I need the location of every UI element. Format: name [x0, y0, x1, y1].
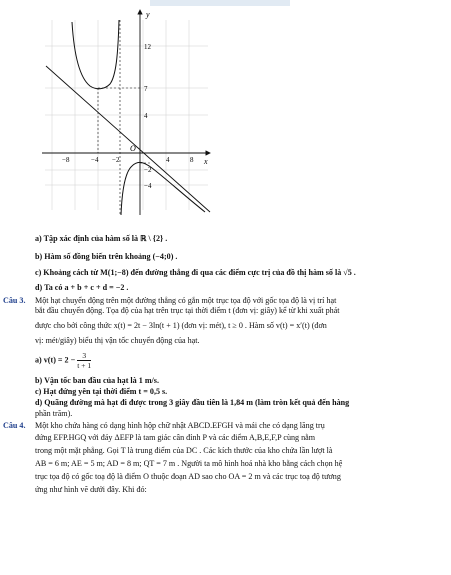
cau3-statement-d-2: phần trăm). [35, 409, 73, 418]
cau4-line-1: Một kho chứa hàng có dạng hình hộp chữ nhật ABCD.EFGH và mái che có dạng lăng trụ [35, 421, 325, 430]
fraction-denominator: t + 1 [77, 361, 92, 370]
fraction [77, 351, 91, 370]
cau4-line-5: trục tọa độ có gốc toạ độ là điểm O thuộc đoạn AD sao cho OA = 2 m và các trục toạ độ tương [35, 472, 341, 481]
origin-label: O [130, 144, 136, 153]
cau3-line-3: được cho bởi công thức x(t) = 2t − 3ln(t + 1) (đơn vị: mét), t ≥ 0 . Hàm số v(t) = x′(t) (đơn [35, 321, 327, 330]
x-tick-8: 8 [190, 156, 194, 164]
x-tick-minus2: −2 [112, 156, 120, 164]
cau3-line-1: Một hạt chuyển động trên một đường thẳng có gắn một trục tọa độ với gốc tọa độ là vị trí hạt [35, 296, 337, 305]
y-axis-label: y [146, 10, 150, 19]
cau4-line-6: ứng như hình vẽ dưới đây. Khi đó: [35, 485, 147, 494]
statement-a-prev: a) Tập xác định của hàm số là ℝ \ {2} . [35, 234, 168, 243]
x-tick-4: 4 [166, 156, 170, 164]
x-axis-label: x [204, 157, 208, 166]
y-tick-minus2: −2 [144, 166, 152, 174]
fraction-numerator: 3 [77, 351, 91, 361]
cau3-statement-c: c) Hạt đứng yên tại thời điểm t = 0,5 s. [35, 387, 168, 396]
cau3-statement-b: b) Vận tốc ban đầu của hạt là 1 m/s. [35, 376, 159, 385]
cau3-line-4: vị: mét/giây) biểu thị vận tốc chuyển động của hạt. [35, 336, 200, 345]
y-tick-4: 4 [144, 112, 148, 120]
cau3-statement-d-1: d) Quãng đường mà hạt đi được trong 3 giây đầu tiên là 1,84 m (làm tròn kết quả đến hàng [35, 398, 350, 407]
curve-left-branch [72, 20, 119, 89]
cau4-line-2: đứng EFP.HGQ với đáy ΔEFP là tam giác cân đỉnh P và các điểm A,B,E,F,P cùng nằm [35, 433, 316, 442]
statement-b-prev: b) Hàm số đồng biến trên khoảng (−4;0) . [35, 252, 178, 261]
cau3-statement-a: a) v(t) = 2 − $\frac{3}{t + 1}$ [35, 351, 92, 370]
y-tick-minus4: −4 [144, 182, 152, 190]
statement-d-prev: d) Ta có a + b + c + d = −2 . [35, 283, 129, 292]
grid [45, 20, 208, 210]
x-tick-minus4: −4 [91, 156, 99, 164]
cau3-label: Câu 3. [3, 296, 26, 305]
cau3-line-2: bắt đầu chuyển động. Tọa độ của hạt trên trục tại thời điểm t (đơn vị: giây) kể từ khi xuất phát [35, 306, 340, 315]
y-tick-12: 12 [144, 43, 151, 51]
function-graph [0, 0, 451, 230]
cau4-line-4: AB = 6 m; AE = 5 m; AD = 8 m; QT = 7 m . Người ta mô hình hoá nhà kho bằng cách chọn hệ [35, 459, 343, 468]
cau4-line-3: trong một mặt phẳng. Gọi T là trung điểm của DC . Các kích thước của kho chứa lần lượt là [35, 446, 333, 455]
y-tick-7: 7 [144, 85, 148, 93]
x-tick-minus8: −8 [62, 156, 70, 164]
cau4-label: Câu 4. [3, 421, 26, 430]
statement-c-prev: c) Khoảng cách từ M(1;−8) đến đường thẳng đi qua các điểm cực trị của đồ thị hàm số là √5 . [35, 268, 356, 277]
